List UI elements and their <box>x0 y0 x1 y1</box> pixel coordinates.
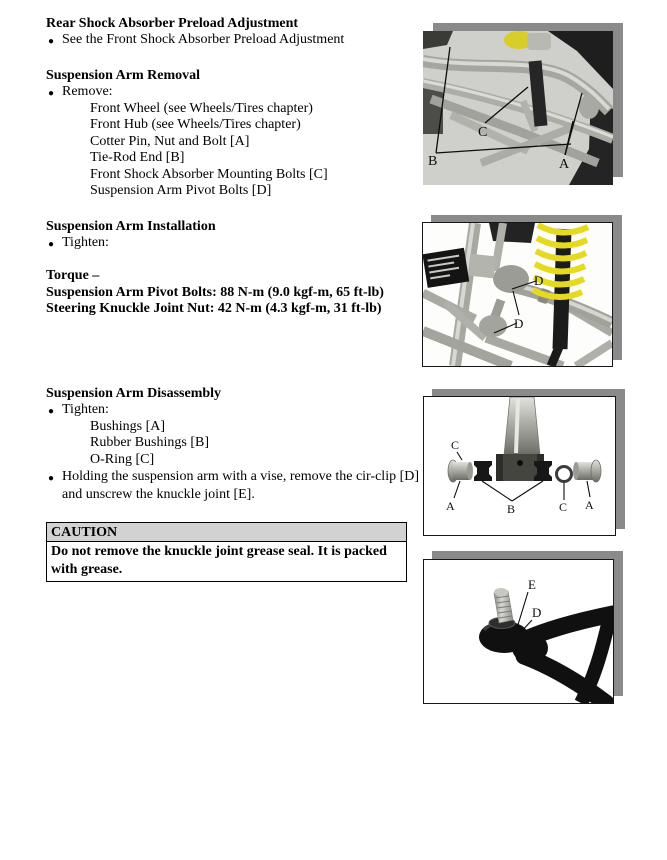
part-label-e: E <box>528 577 536 592</box>
bullet-item <box>46 468 424 504</box>
suspension-photo-illustration <box>423 223 612 366</box>
torque-spec: Suspension Arm Pivot Bolts: 88 N-m (9.0 kgf-m, 65 ft-lb) <box>46 284 384 300</box>
caution-title: CAUTION <box>47 523 406 542</box>
figure-suspension-arm-installation <box>422 222 613 367</box>
list-item: O-Ring [C] <box>90 451 155 467</box>
suspension-photo-illustration <box>423 31 613 185</box>
list-item: Tie-Rod End [B] <box>90 150 185 165</box>
section-arm-removal <box>46 67 410 200</box>
caution-box <box>46 522 407 582</box>
bullet-text: Remove: <box>62 84 113 99</box>
section-heading: Suspension Arm Disassembly <box>46 386 222 401</box>
torque-spec: Steering Knuckle Joint Nut: 42 N-m (4.3 kgf-m, 31 ft-lb) <box>46 301 382 316</box>
part-label-c: C <box>559 500 568 514</box>
torque-spec-block <box>46 268 410 318</box>
part-label-c: C <box>478 125 488 140</box>
bushings-diagram-illustration <box>424 397 615 535</box>
torque-label: Torque – <box>46 268 100 283</box>
section-arm-installation <box>46 218 410 252</box>
removal-item-list <box>90 101 410 200</box>
part-label-c: C <box>451 438 460 452</box>
disassembly-item-list <box>90 419 410 469</box>
section-heading: Rear Shock Absorber Preload Adjustment <box>46 16 299 31</box>
section-heading: Suspension Arm Installation <box>46 219 216 234</box>
part-label-d: D <box>534 273 544 288</box>
section-arm-disassembly <box>46 385 420 504</box>
bullet-item <box>46 402 410 419</box>
caution-text: Do not remove the knuckle joint grease seal. It is packed with grease. <box>51 544 387 577</box>
bullet-item <box>46 32 410 49</box>
bullet-icon: ● <box>48 36 55 47</box>
list-item: Suspension Arm Pivot Bolts [D] <box>90 183 272 198</box>
knuckle-joint-illustration <box>424 560 613 703</box>
list-item: Front Hub (see Wheels/Tires chapter) <box>90 117 301 132</box>
bullet-text: Holding the suspension arm with a vise, remove the cir-clip [D] and unscrew the knuckle joint [E]. <box>62 469 420 502</box>
bullet-text: Tighten: <box>62 402 109 417</box>
list-item: Bushings [A] <box>90 418 166 434</box>
list-item: Rubber Bushings [B] <box>90 435 209 450</box>
section-rear-shock-preload <box>46 15 410 49</box>
list-item: Front Wheel (see Wheels/Tires chapter) <box>90 100 313 116</box>
bullet-icon: ● <box>48 406 55 417</box>
bullet-icon: ● <box>48 473 55 484</box>
part-label-a: A <box>446 499 455 513</box>
part-label-d: D <box>532 605 542 620</box>
bullet-text: Tighten: <box>62 235 109 250</box>
figure-suspension-arm-disassembly <box>423 396 616 536</box>
bullet-item <box>46 235 410 252</box>
part-label-d: D <box>514 316 524 331</box>
part-label-a: A <box>585 498 594 512</box>
bullet-item <box>46 84 410 101</box>
figure-knuckle-joint <box>423 559 614 704</box>
part-label-b: B <box>507 502 516 516</box>
figure-suspension-arm-removal <box>423 31 613 185</box>
list-item: Cotter Pin, Nut and Bolt [A] <box>90 133 250 149</box>
bullet-icon: ● <box>48 88 55 99</box>
bullet-icon: ● <box>48 239 55 250</box>
part-label-a: A <box>559 157 570 172</box>
part-label-b: B <box>428 154 438 169</box>
section-heading: Suspension Arm Removal <box>46 68 201 83</box>
bullet-text: See the Front Shock Absorber Preload Adjustment <box>62 32 345 47</box>
list-item: Front Shock Absorber Mounting Bolts [C] <box>90 166 328 182</box>
